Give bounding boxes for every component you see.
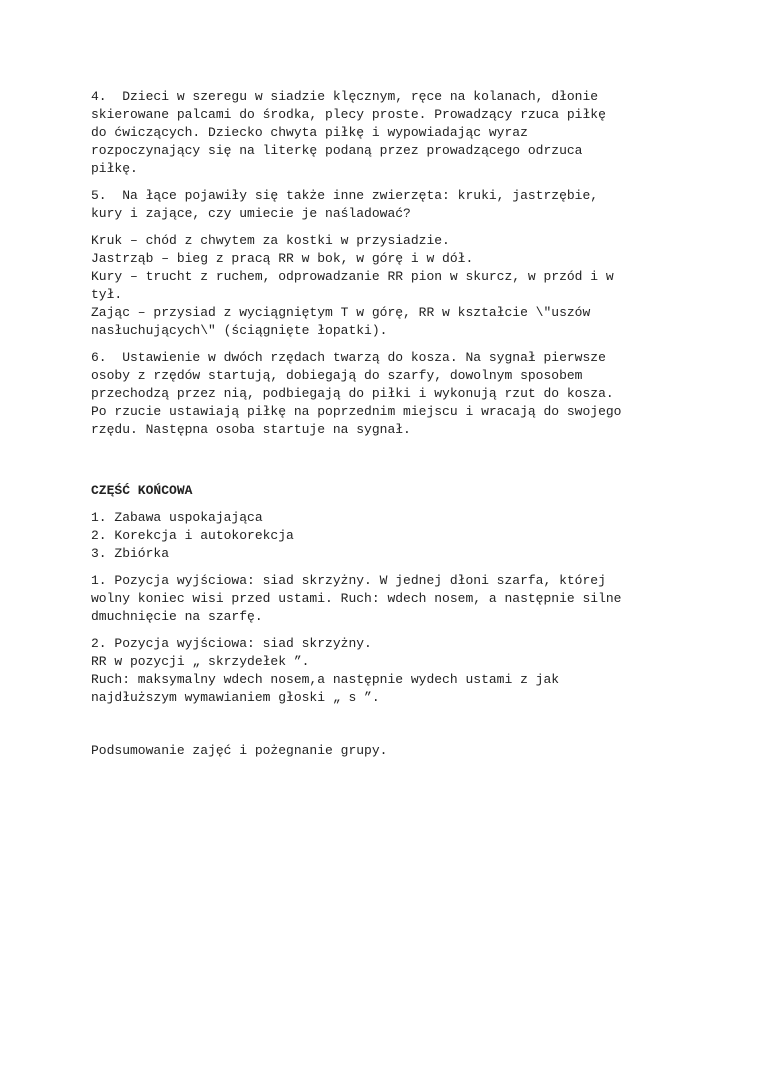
text-line: Jastrząb – bieg z pracą RR w bok, w górę i w dół. [91,251,474,266]
text-line: rzędu. Następna osoba startuje na sygnał. [91,422,411,437]
list-item: 2. Korekcja i autokorekcja [91,528,294,543]
text-line: skierowane palcami do środka, plecy proste. Prowadzący rzuca piłkę [91,107,606,122]
breathing-exercise-2-paragraph [91,635,681,707]
text-line: do ćwiczących. Dziecko chwyta piłkę i wypowiadając wyraz [91,125,528,140]
text-line: kury i zające, czy umiecie je naśladować? [91,206,411,221]
text-line: 1. Pozycja wyjściowa: siad skrzyżny. W jednej dłoni szarfa, której [91,573,606,588]
text-line: przechodzą przez nią, podbiegają do piłki i wykonują rzut do kosza. [91,386,614,401]
closing-paragraph [91,742,681,760]
exercise-6-paragraph [91,349,681,439]
text-line: RR w pozycji „ skrzydełek ”. [91,654,310,669]
final-part-list [91,509,681,563]
animals-paragraph [91,232,681,340]
text-line: 2. Pozycja wyjściowa: siad skrzyżny. [91,636,372,651]
text-line: najdłuższym wymawianiem głoski „ s ”. [91,690,380,705]
text-line: rozpoczynający się na literkę podaną przez prowadzącego odrzuca [91,143,583,158]
text-line: Po rzucie ustawiają piłkę na poprzednim miejscu i wracają do swojego [91,404,622,419]
list-item: 1. Zabawa uspokajająca [91,510,263,525]
exercise-5-paragraph [91,187,681,223]
text-line: tył. [91,287,123,302]
list-item: 3. Zbiórka [91,546,170,561]
spacer [91,448,681,482]
document-body [91,88,681,769]
text-line: wolny koniec wisi przed ustami. Ruch: wdech nosem, a następnie silne [91,591,622,606]
text-line: Kury – trucht z ruchem, odprowadzanie RR pion w skurcz, w przód i w [91,269,614,284]
spacer [91,716,681,742]
text-line: piłkę. [91,161,138,176]
breathing-exercise-1-paragraph [91,572,681,626]
text-line: 4. Dzieci w szeregu w siadzie klęcznym, ręce na kolanach, dłonie [91,89,599,104]
text-line: Ruch: maksymalny wdech nosem,a następnie wydech ustami z jak [91,672,560,687]
section-heading: CZĘŚĆ KOŃCOWA [91,483,193,498]
text-line: dmuchnięcie na szarfę. [91,609,263,624]
closing-line: Podsumowanie zajęć i pożegnanie grupy. [91,743,388,758]
exercise-4-paragraph [91,88,681,178]
text-line: osoby z rzędów startują, dobiegają do szarfy, dowolnym sposobem [91,368,583,383]
text-line: nasłuchujących\" (ściągnięte łopatki). [91,323,388,338]
text-line: 5. Na łące pojawiły się także inne zwierzęta: kruki, jastrzębie, [91,188,599,203]
text-line: 6. Ustawienie w dwóch rzędach twarzą do kosza. Na sygnał pierwsze [91,350,606,365]
text-line: Kruk – chód z chwytem za kostki w przysiadzie. [91,233,450,248]
text-line: Zając – przysiad z wyciągniętym T w górę, RR w kształcie \"uszów [91,305,591,320]
